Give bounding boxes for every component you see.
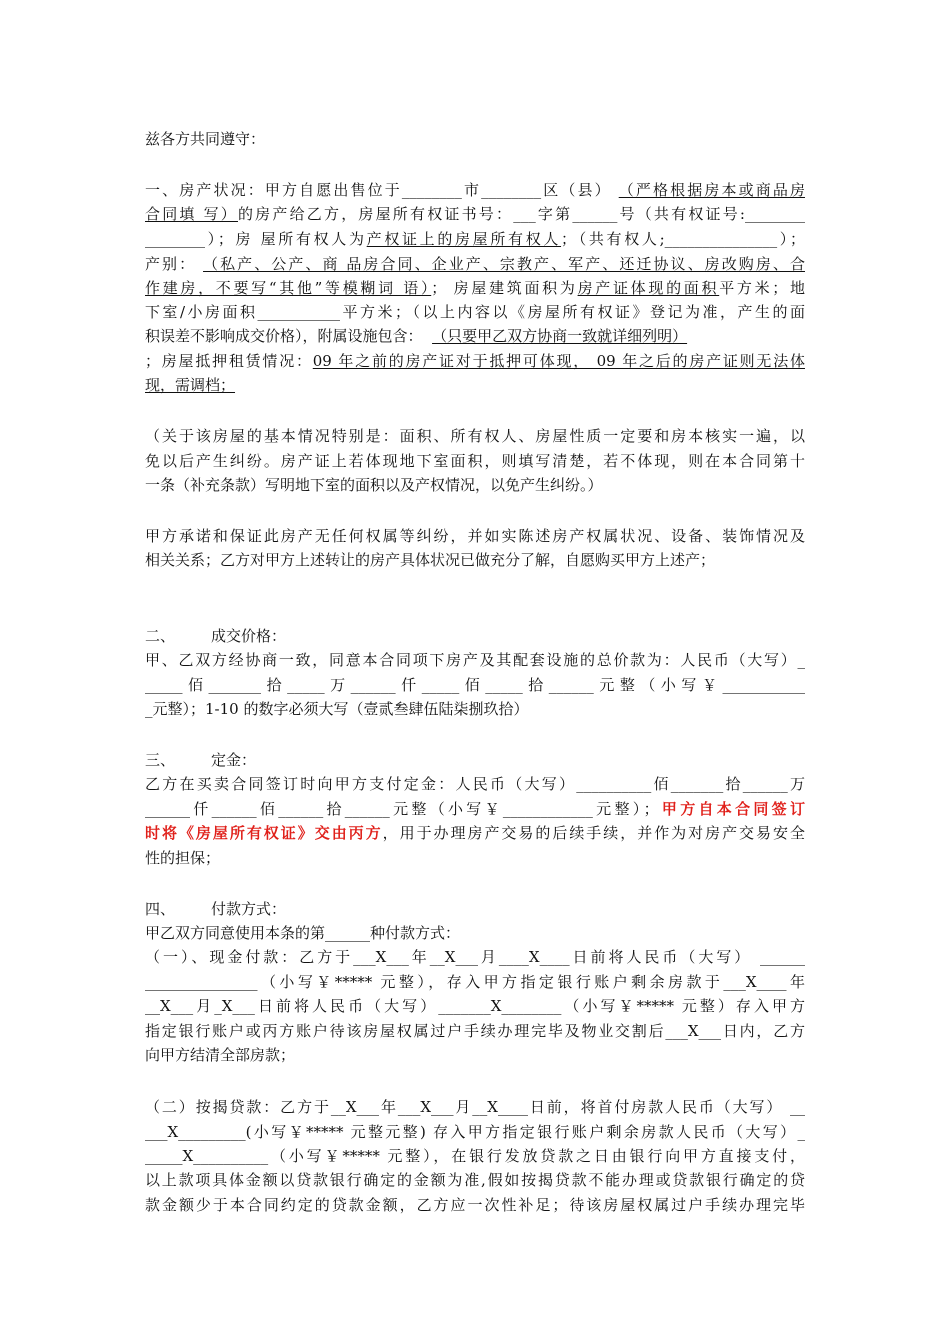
s4-line-2: （一）、现金付款：乙方于___X___年__X___月____X____日前将人民币（大写） ______ <box>145 948 805 966</box>
promise-line-2: 相关关系；乙方对甲方上述转让的房产具体状况已做充分了解，自愿购买甲方上述产； <box>145 551 716 569</box>
note-line-2: 免以后产生纠纷。房产证上若体现地下室面积，则填写清楚，若不体现，则在本合同第十 <box>145 452 805 470</box>
s2-heading: 二、 成交价格： <box>145 627 287 645</box>
s1-line-1: 一、房产状况：甲方自愿出售位于________市________区（县） （严格根据房本或商品房 <box>145 181 805 199</box>
s4-mortgage-line-2: ___X_________(小写￥***** 元整元整) 存入甲方指定银行账户剩余房款人民币（大写）_ <box>145 1123 805 1141</box>
s4-line-5: 指定银行账户或丙方账户待该房屋权属过户手续办理完毕及物业交割后___X___日内，乙方 <box>145 1022 805 1040</box>
s1-line-4: 产别： （私产、公产、商 品房合同、企业产、宗教产、军产、还迁协议、房改购房、合 <box>145 255 805 273</box>
s1-line-7: 积误差不影响成交价格），附属设施包含： （只要甲乙双方协商一致就详细列明） <box>145 327 688 345</box>
s4-line-4: __X___月_X___日前将人民币（大写）_______X________（小写￥***** 元整）存入甲方 <box>145 997 805 1015</box>
s3-line-2: ______仟______佰______拾______元整（小写￥____________元整）；甲方自本合同签订 <box>145 800 805 818</box>
s2-line-1: 甲、乙双方经协商一致，同意本合同项下房产及其配套设施的总价款为：人民币（大写）_ <box>145 651 805 669</box>
s4-line-3: _______________（小写￥***** 元整），存入甲方指定银行账户剩余房款于___X____年 <box>145 973 805 991</box>
s4-line-6: 向甲方结清全部房款； <box>145 1046 296 1064</box>
s1-line-6: 下室/小房面积___________平方米；（以上内容以《房屋所有权证》登记为准，产生的面 <box>145 303 805 321</box>
s4-line-1: 甲乙双方同意使用本条的第______种付款方式： <box>145 924 461 942</box>
fill-instruction: （严格根据房本或商品房 <box>618 181 805 199</box>
highlight-text: 甲方自本合同签订 <box>658 800 805 818</box>
s4-mortgage-line-3: _____X__________（小写￥***** 元整），在银行发放贷款之日由银行向甲方直接支付， <box>145 1147 805 1165</box>
s4-mortgage-line-1: （二）按揭贷款：乙方于__X___年___X___月__X____日前，将首付房款人民币（大写） __ <box>145 1098 805 1116</box>
s3-line-4: 性的担保； <box>145 849 221 867</box>
s4-mortgage-line-4: 以上款项具体金额以贷款银行确定的金额为准,假如按揭贷款不能办理或贷款银行确定的贷 <box>145 1171 805 1189</box>
intro-line: 兹各方共同遵守： <box>145 130 266 148</box>
note-line-1: （关于该房屋的基本情况特别是：面积、所有权人、房屋性质一定要和房本核实一遍，以 <box>145 427 805 445</box>
s1-line-9: 现，需调档； <box>145 376 236 394</box>
note-line-3: 一条（补充条款）写明地下室的面积以及产权情况，以免产生纠纷。） <box>145 476 603 494</box>
s3-line-1: 乙方在买卖合同签订时向甲方支付定金：人民币（大写）__________佰_______拾______万 <box>145 775 805 793</box>
s2-line-3: _元整）；1-10 的数字必须大写（壹贰叁肆伍陆柒捌玖拾） <box>145 700 529 718</box>
s4-mortgage-line-5: 款金额少于本合同约定的贷款金额，乙方应一次性补足；待该房屋权属过户手续办理完毕 <box>145 1196 805 1214</box>
s4-heading: 四、 付款方式： <box>145 900 287 918</box>
s2-line-2: _____佰_______拾_____万______仟_____佰_____拾______元整（小写￥___________ <box>145 676 805 694</box>
s1-line-2: 合同填 写）的房产给乙方，房屋所有权证书号：___字第______号（共有权证号:________ <box>145 205 805 223</box>
s1-line-3: ________）；房 屋所有权人为产权证上的房屋所有权人；（共有权人;_______________）； <box>145 230 805 248</box>
s1-line-8: ；房屋抵押租赁情况：09 年之前的房产证对于抵押可体现， 09 年之后的房产证则无法体 <box>145 352 805 370</box>
s3-line-3: 时将《房屋所有权证》交由丙方，用于办理房产交易的后续手续，并作为对房产交易安全 <box>145 824 805 842</box>
highlight-text: 时将《房屋所有权证》交由丙方 <box>145 824 383 842</box>
s1-line-5: 作建房，不要写“其他”等模糊词 语）； 房屋建筑面积为房产证体现的面积平方米；地 <box>145 279 805 297</box>
promise-line-1: 甲方承诺和保证此房产无任何权属等纠纷，并如实陈述房产权属状况、设备、装饰情况及 <box>145 527 805 545</box>
s3-heading: 三、 定金： <box>145 751 257 769</box>
